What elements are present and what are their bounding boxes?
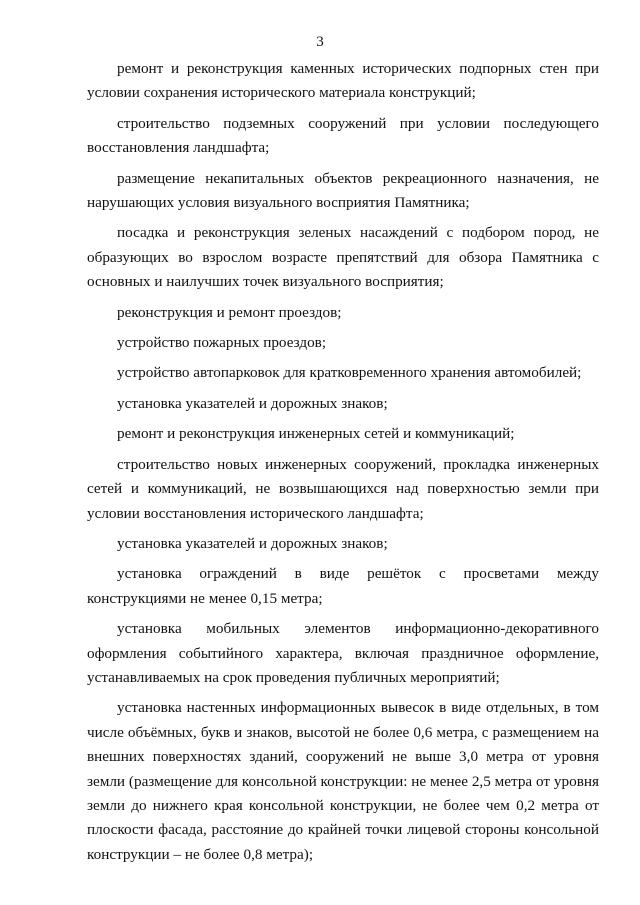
paragraph: устройство автопарковок для кратковременного хранения автомобилей;	[117, 364, 582, 382]
paragraph: устройство пожарных проездов;	[117, 334, 327, 352]
paragraph: установка ограждений в виде решёток с просветами между конструкциями не менее 0,15 метра;	[87, 565, 599, 607]
paragraph: установка мобильных элементов информационно-декоративного оформления событийного характера, включая праздничное оформление, устанавливаемых на срок проведения публичных мероприятий;	[87, 620, 599, 686]
document-body	[87, 57, 599, 873]
paragraph: установка указателей и дорожных знаков;	[117, 534, 388, 552]
paragraph: ремонт и реконструкция каменных исторических подпорных стен при условии сохранения исторического материала конструкций;	[87, 60, 599, 102]
page-number: 3	[316, 34, 324, 50]
paragraph: посадка и реконструкция зеленых насаждений с подбором пород, не образующих во взрослом возрасте препятствий для обзора Памятника с основных и наилучших точек визуального восприятия;	[87, 224, 599, 291]
paragraph: реконструкция и ремонт проездов;	[117, 303, 342, 321]
paragraph: установка настенных информационных вывесок в виде отдельных, в том числе объёмных, букв и знаков, высотой не более 0,6 метра, с размещением на внешних поверхностях зданий, сооружений не выше 3,0 метра от уровня земли (размещение для консольной конструкции: не менее 2,5 метра от уровня земли до нижнего края консольной конструкции, не более чем 0,2 метра от плоскости фасада, расстояние до крайней точки лицевой стороны консольной конструкции – не более 0,8 метра);	[87, 699, 599, 863]
paragraph: строительство новых инженерных сооружений, прокладка инженерных сетей и коммуникаций, не возвышающихся над поверхностью земли при условии восстановления исторического ландшафта;	[87, 455, 599, 522]
paragraph: ремонт и реконструкция инженерных сетей и коммуникаций;	[117, 425, 515, 443]
paragraph: строительство подземных сооружений при условии последующего восстановления ландшафта;	[87, 114, 599, 157]
paragraph: размещение некапитальных объектов рекреационного назначения, не нарушающих условия визуального восприятия Памятника;	[87, 169, 599, 212]
paragraph: установка указателей и дорожных знаков;	[117, 394, 388, 412]
